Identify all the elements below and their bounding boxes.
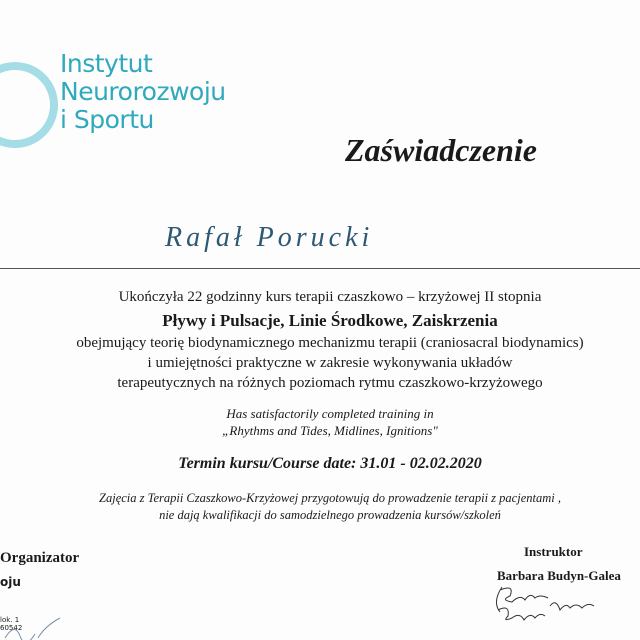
completion-statement: Ukończyła 22 godzinny kurs terapii czaszkowo – krzyżowej II stopnia bbox=[118, 289, 542, 305]
logo-swirl bbox=[0, 62, 58, 148]
instructor-label: Instruktor bbox=[524, 544, 583, 559]
english-line: „Rhythms and Tides, Midlines, Ignitions" bbox=[222, 423, 438, 438]
organizer-signature bbox=[0, 612, 70, 640]
course-date: Termin kursu/Course date: 31.01 - 02.02.2020 bbox=[178, 455, 482, 472]
english-statement bbox=[0, 405, 640, 439]
english-line: Has satisfactorily completed training in bbox=[226, 406, 434, 421]
description-line: i umiejętności praktyczne w zakresie wykonywania układów bbox=[147, 355, 513, 371]
note-line: Zajęcia z Terapii Czaszkowo-Krzyżowej przygotowują do prowadzenie terapii z pacjentami , bbox=[99, 491, 561, 505]
institute-logo bbox=[60, 50, 226, 134]
stamp-line: 60542 bbox=[0, 624, 23, 632]
description-line: obejmujący teorię biodynamicznego mechanizmu terapii (craniosacral biodynamics) bbox=[76, 335, 584, 351]
organizer-stamp-text: oju bbox=[0, 575, 21, 589]
instructor-signature bbox=[490, 582, 610, 627]
course-description bbox=[0, 333, 640, 393]
stamp-line: lok. 1 bbox=[0, 616, 20, 624]
logo-line: Neurorozwoju bbox=[60, 77, 226, 106]
description-line: terapeutycznych na różnych poziomach rytmu czaszkowo-krzyżowego bbox=[117, 375, 543, 391]
recipient-name: Rafał Porucki bbox=[165, 222, 374, 253]
logo-line: i Sportu bbox=[60, 105, 154, 134]
certificate-title: Zaświadczenie bbox=[345, 132, 537, 168]
course-name: Pływy i Pulsacje, Linie Środkowe, Zaiskrzenia bbox=[162, 311, 498, 330]
organizer-label: Organizator bbox=[0, 550, 80, 566]
divider bbox=[0, 268, 640, 269]
note-line: nie dają kwalifikacji do samodzielnego prowadzenia kursów/szkoleń bbox=[159, 508, 501, 522]
instructor-name: Barbara Budyn-Galea bbox=[497, 568, 621, 583]
logo-line: Instytut bbox=[60, 49, 153, 78]
disclaimer-note bbox=[0, 490, 640, 524]
